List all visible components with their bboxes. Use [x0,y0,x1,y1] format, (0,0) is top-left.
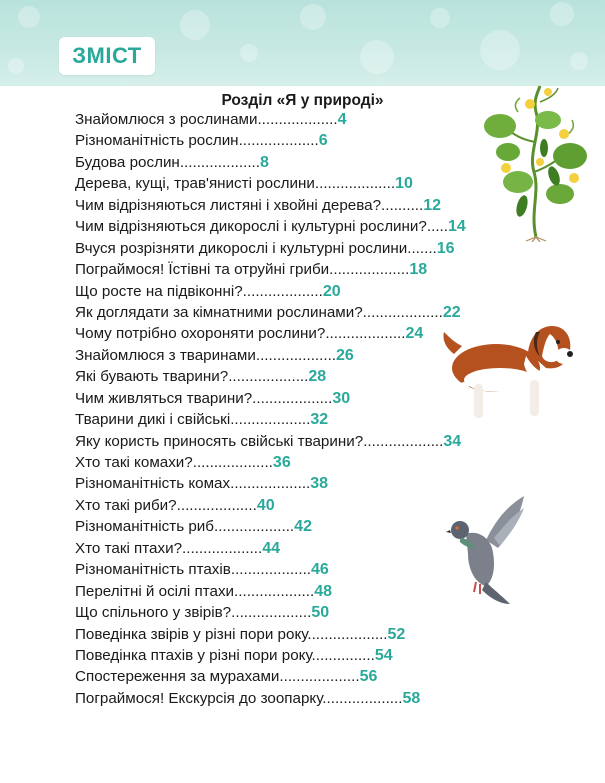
toc-entry[interactable] [75,688,495,709]
toc-entry-dots: ................... [329,261,410,279]
toc-entry[interactable] [75,366,495,387]
toc-entry-page-number: 56 [359,668,378,686]
toc-entry-dots: ................... [234,582,315,600]
toc-entry-title: Тварини дикі і свійські [75,411,231,429]
toc-entry-page-number: 36 [272,454,291,471]
section-title: Розділ «Я у природі» [221,92,384,109]
toc-entry-title: Що росте на підвіконні? [75,282,243,300]
toc-entry[interactable] [75,409,495,430]
toc-entry-dots: ................... [314,175,396,193]
toc-entry-title: Хто такі птахи? [75,539,183,557]
toc-entry-dots: ............... [311,646,375,664]
title-box [59,37,155,75]
toc-entry[interactable] [75,259,495,280]
toc-entry-dots: ................... [257,111,338,128]
toc-entry-title: Спостереження за мурахами [75,668,280,686]
toc-entry-dots: ................... [230,475,311,493]
toc-entry-page-number: 50 [311,604,330,622]
toc-entry[interactable] [75,559,495,580]
toc-entry-page-number: 46 [311,561,329,579]
toc-entry-title: Чим відрізняються дикорослі і культурні рослини? [75,218,427,236]
toc-entry[interactable] [75,281,495,302]
toc-entry-page-number: 16 [436,239,455,257]
toc-entry-title: Будова рослин [75,153,180,171]
toc-entry-page-number: 34 [443,432,462,450]
toc-entry[interactable] [75,473,495,494]
toc-entry-page-number: 32 [310,411,329,429]
toc-entry-dots: ................... [213,518,295,536]
toc-entry-title: Різноманітність риб [75,518,214,536]
cucumber-plant-illustration [478,82,590,242]
toc-entry-page-number: 6 [318,132,328,150]
toc-entry-dots: ................... [182,539,263,557]
toc-entry[interactable] [75,152,495,173]
toc-entry-title: Що спільного у звірів? [75,604,232,622]
toc-entry-title: Пограймося! Екскурсія до зоопарку [75,689,323,707]
toc-entry-title: Чому потрібно охороняти рослини? [75,325,326,343]
toc-entry-title: Вчуся розрізняти дикорослі і культурні рослини [75,239,408,257]
toc-entry-dots: ................... [230,561,312,579]
toc-entry-dots: ................... [255,346,337,364]
toc-entry-dots: ................... [192,454,273,471]
toc-entry-title: Які бувають тварини? [75,368,229,386]
toc-entry-title: Пограймося! Їстівні та отруйні гриби [75,261,330,279]
toc-entry-dots: ................... [362,303,443,321]
toc-entry-title: Хто такі риби? [75,496,177,514]
toc-entry-page-number: 18 [409,261,428,279]
toc-entry-dots: ................... [238,132,319,150]
toc-entry[interactable] [75,173,495,194]
toc-entry-page-number: 44 [262,539,281,557]
toc-entry[interactable] [75,666,495,687]
toc-entry-dots: ................... [279,668,360,686]
toc-entry[interactable] [75,516,495,537]
toc-entry-title: Чим відрізняються листяні і хвойні дерева? [75,196,382,214]
toc-entry[interactable] [75,345,495,366]
toc-entry-dots: ................... [242,282,323,300]
toc-entry-page-number: 38 [310,475,329,493]
toc-entry-page-number: 10 [395,175,413,193]
toc-entry-page-number: 54 [374,646,393,664]
toc-entry[interactable] [75,109,495,130]
toc-entry-dots: ................... [231,604,312,622]
toc-entry[interactable] [75,452,495,473]
toc-entry-title: Перелітні й осілі птахи [75,582,235,600]
toc-entry[interactable] [75,602,495,623]
toc-entry-dots: ................... [252,389,333,407]
toc-entry[interactable] [75,581,495,602]
toc-entry[interactable] [75,431,495,452]
toc-entry-page-number: 8 [260,153,269,171]
toc-entry-title: Дерева, кущі, трав'янисті рослини [75,175,315,193]
toc-entry-dots: ................... [230,411,311,429]
toc-entry-dots: ................... [325,325,406,343]
page-title: ЗМІСТ [72,43,142,68]
toc-entry-page-number: 20 [322,282,341,300]
toc-entry-title: Різноманітність рослин [75,132,239,150]
toc-entry-title: Знайомлюся з рослинами [75,111,258,128]
toc-entry[interactable] [75,624,495,645]
toc-entry-page-number: 24 [405,325,424,343]
table-of-contents [75,109,495,709]
toc-entry[interactable] [75,538,495,559]
toc-entry-page-number: 30 [332,389,351,407]
toc-entry-title: Поведінка звірів у різні пори року [75,625,308,643]
toc-entry-title: Різноманітність птахів [75,561,231,579]
toc-entry-dots: ................... [179,153,261,171]
toc-entry-dots: ................... [322,689,403,707]
st-bernard-dog-illustration [440,312,580,428]
toc-entry[interactable] [75,302,495,323]
toc-entry-dots: .......... [381,196,424,214]
toc-entry-page-number: 40 [256,496,275,514]
toc-entry-page-number: 48 [314,582,333,600]
pigeon-illustration [446,494,530,606]
toc-entry-page-number: 4 [337,111,347,128]
toc-entry-dots: ................... [307,625,388,643]
toc-entry-page-number: 12 [423,196,442,214]
header-band [0,0,605,86]
toc-entry-page-number: 26 [336,346,354,364]
toc-entry-page-number: 14 [447,218,466,236]
toc-entry[interactable] [75,495,495,516]
toc-entry[interactable] [75,323,495,344]
toc-entry[interactable] [75,645,495,666]
toc-entry[interactable] [75,388,495,409]
toc-entry-title: Яку користь приносять свійські тварини? [75,432,364,450]
toc-entry-page-number: 28 [308,368,327,386]
toc-entry-dots: ....... [407,239,437,257]
toc-entry-title: Чим живляться тварини? [75,389,253,407]
toc-entry[interactable] [75,130,495,151]
toc-entry-page-number: 58 [402,689,421,707]
toc-entry-title: Різноманітність комах [75,475,231,493]
toc-entry[interactable] [75,238,495,259]
toc-entry-title: Хто такі комахи? [75,454,193,471]
toc-entry-title: Знайомлюся з тваринами [75,346,256,364]
toc-entry[interactable] [75,195,495,216]
toc-entry-dots: ................... [228,368,309,386]
toc-entry-dots: ..... [426,218,448,236]
toc-entry-page-number: 42 [294,518,312,536]
toc-entry-dots: ................... [176,496,257,514]
toc-entry-title: Поведінка птахів у різні пори року [75,646,312,664]
toc-entry-page-number: 52 [387,625,406,643]
toc-entry-title: Як доглядати за кімнатними рослинами? [75,303,363,321]
toc-entry-page-number: 22 [442,303,461,321]
toc-entry-dots: ................... [363,432,444,450]
toc-entry[interactable] [75,216,495,237]
